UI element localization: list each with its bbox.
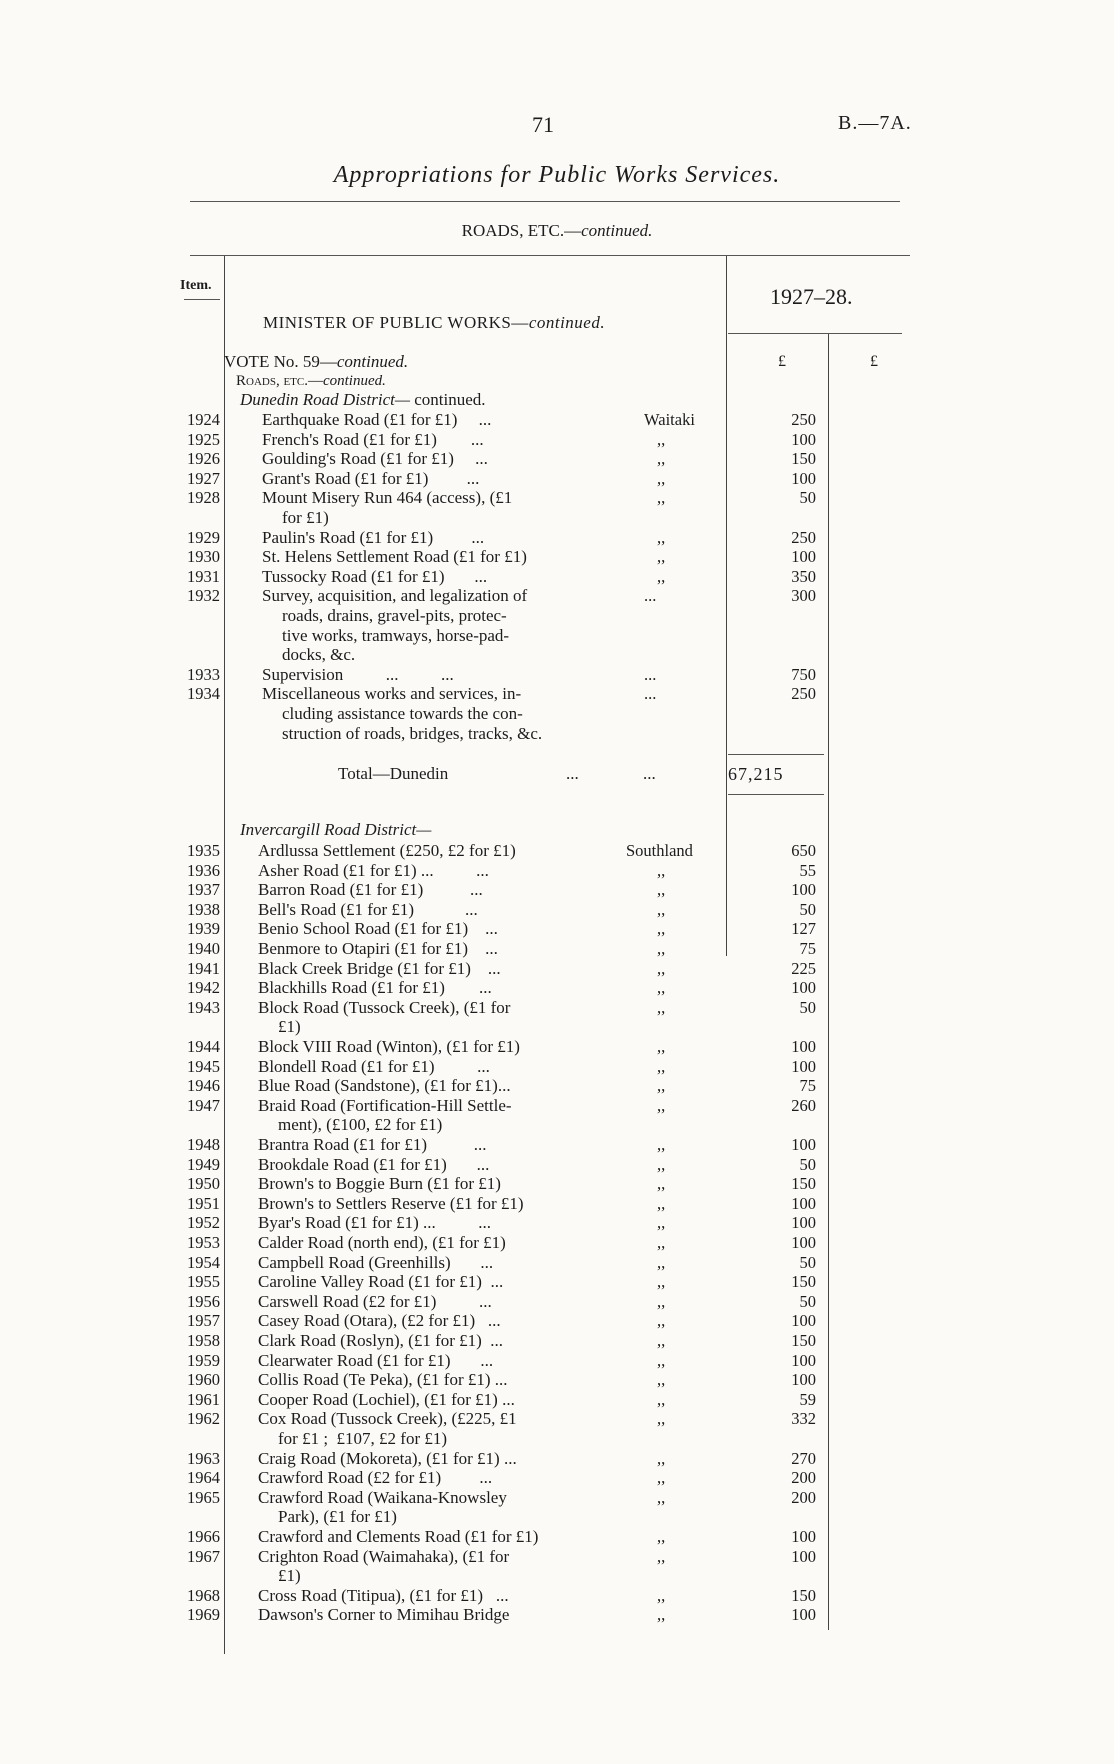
item-description: Block Road (Tussock Creek), (£1 for — [258, 997, 511, 1017]
item-number: 1937 — [187, 880, 220, 900]
amount-value: 100 — [791, 1213, 816, 1233]
year-divider-line-lower — [726, 836, 727, 956]
amount-value: 300 — [791, 586, 816, 606]
item-number: 1946 — [187, 1076, 220, 1096]
item-number: 1950 — [187, 1174, 220, 1194]
item-description: Barron Road (£1 for £1) ... — [258, 880, 483, 900]
total-district-dots: ... — [643, 764, 656, 783]
amount-value: 50 — [799, 1252, 816, 1272]
amount-value: 50 — [799, 488, 816, 508]
road-district: ,, — [657, 566, 666, 586]
item-number: 1951 — [187, 1193, 220, 1213]
amount-value: 55 — [799, 860, 816, 880]
vote-heading — [224, 352, 408, 372]
amount-value: 100 — [791, 1193, 816, 1213]
section-subtitle — [0, 221, 1114, 241]
item-number: 1947 — [187, 1095, 220, 1115]
amount-value: 200 — [791, 1487, 816, 1507]
road-district: ,, — [657, 899, 666, 919]
pound-symbol-1: £ — [778, 353, 786, 370]
road-district: ,, — [657, 1389, 666, 1409]
item-number: 1932 — [187, 586, 220, 606]
year-column-header: 1927–28. — [770, 284, 853, 309]
item-description: docks, &c. — [282, 645, 356, 665]
dunedin-heading-italic: Dunedin Road District— — [240, 390, 410, 409]
road-district: ,, — [657, 880, 666, 900]
item-description: Benmore to Otapiri (£1 for £1) ... — [258, 939, 498, 958]
total-bottom-rule — [728, 794, 824, 795]
road-district: ,, — [657, 978, 666, 998]
amount-value: 260 — [791, 1095, 816, 1115]
road-district: ,, — [657, 468, 666, 488]
amount-value: 100 — [791, 1605, 816, 1625]
item-number: 1949 — [187, 1154, 220, 1174]
amount-value: 100 — [791, 880, 816, 900]
item-number: 1965 — [187, 1487, 220, 1507]
roads-italic: continued. — [322, 373, 386, 389]
item-number: 1967 — [187, 1546, 220, 1566]
vote-italic: continued. — [336, 352, 409, 371]
amount-value: 250 — [791, 410, 816, 429]
minister-heading — [263, 313, 605, 333]
item-number: 1928 — [187, 488, 220, 508]
minister-main: MINISTER OF PUBLIC WORKS— — [263, 313, 529, 332]
item-number: 1931 — [187, 566, 220, 586]
item-divider-line — [224, 256, 225, 1654]
road-district: ,, — [657, 488, 666, 508]
amount-value: 75 — [799, 939, 816, 958]
road-district: ,, — [657, 997, 666, 1017]
item-number: 1945 — [187, 1056, 220, 1076]
item-description: Brookdale Road (£1 for £1) ... — [258, 1154, 490, 1174]
item-description: for £1) — [282, 508, 329, 527]
amount-value: 100 — [791, 429, 816, 449]
roads-main: Roads, etc.— — [236, 373, 323, 389]
amount-value: 100 — [791, 1056, 816, 1076]
item-description: Miscellaneous works and services, in- — [262, 684, 522, 704]
invercargill-district-heading: Invercargill Road District— — [240, 820, 432, 839]
amount-value: 225 — [791, 958, 816, 978]
road-district: ,, — [657, 1468, 666, 1488]
road-district: ... — [644, 664, 657, 684]
item-description: Survey, acquisition, and legalization of — [262, 586, 528, 606]
item-description: Clark Road (Roslyn), (£1 for £1) ... — [258, 1331, 504, 1350]
amount-value: 150 — [791, 1272, 816, 1292]
amount-value: 270 — [791, 1448, 816, 1468]
item-description: Tussocky Road (£1 for £1) ... — [262, 566, 488, 586]
item-description: Asher Road (£1 for £1) ... ... — [258, 860, 489, 880]
item-description: Blue Road (Sandstone), (£1 for £1)... — [258, 1076, 511, 1096]
road-district: ,, — [657, 1350, 666, 1370]
road-district: ,, — [657, 1095, 666, 1115]
amount-value: 100 — [791, 1350, 816, 1370]
amount-value: 150 — [791, 449, 816, 469]
item-description: Caroline Valley Road (£1 for £1) ... — [258, 1272, 504, 1292]
item-number: 1958 — [187, 1331, 220, 1350]
road-district: ,, — [657, 1448, 666, 1468]
amount-value: 100 — [791, 1546, 816, 1566]
road-district: ,, — [657, 1233, 666, 1252]
item-description: Benio School Road (£1 for £1) ... — [258, 919, 498, 939]
total-leader-dots: ... — [566, 764, 579, 783]
amount-value: 127 — [791, 919, 816, 939]
item-description: Campbell Road (Greenhills) ... — [258, 1252, 494, 1272]
item-number: 1934 — [187, 684, 220, 704]
item-number: 1957 — [187, 1311, 220, 1331]
item-number: 1929 — [187, 527, 220, 547]
road-district: ,, — [657, 1311, 666, 1331]
amount-value: 50 — [799, 1291, 816, 1311]
road-district: ,, — [657, 1409, 666, 1429]
road-district: ,, — [657, 1037, 666, 1056]
road-district: ,, — [657, 1056, 666, 1076]
page-number: 71 — [532, 112, 554, 137]
item-description: Brown's to Boggie Burn (£1 for £1) — [258, 1174, 501, 1194]
pound-divider-line — [828, 334, 829, 1630]
dunedin-district-heading — [240, 390, 486, 410]
amount-value: 100 — [791, 547, 816, 567]
item-description: Mount Misery Run 464 (access), (£1 — [262, 488, 513, 508]
item-description: Crawford Road (Waikana-Knowsley — [258, 1487, 507, 1507]
road-district: ,, — [657, 449, 666, 469]
road-district: ,, — [657, 1154, 666, 1174]
road-district: Waitaki — [644, 410, 695, 429]
item-description: Goulding's Road (£1 for £1) ... — [262, 449, 488, 469]
road-district: ... — [644, 684, 657, 704]
item-number: 1961 — [187, 1389, 220, 1409]
amount-value: 200 — [791, 1468, 816, 1488]
item-number: 1924 — [187, 410, 220, 429]
amount-value: 150 — [791, 1331, 816, 1350]
total-amount: 67,215 — [728, 764, 784, 784]
roads-heading — [236, 371, 386, 391]
amount-value: 100 — [791, 1037, 816, 1056]
minister-italic: continued. — [528, 313, 606, 332]
item-description: £1) — [278, 1017, 301, 1037]
item-description: Dawson's Corner to Mimihau Bridge — [258, 1605, 510, 1625]
item-number: 1925 — [187, 429, 220, 449]
item-number: 1939 — [187, 919, 220, 939]
item-description: Brown's to Settlers Reserve (£1 for £1) — [258, 1193, 524, 1213]
item-number: 1962 — [187, 1409, 220, 1429]
item-header-underline — [184, 299, 220, 300]
road-district: ,, — [657, 547, 666, 567]
road-district: ,, — [657, 919, 666, 939]
amount-value: 100 — [791, 1370, 816, 1390]
item-description: Crawford Road (£2 for £1) ... — [258, 1468, 493, 1488]
item-description: £1) — [278, 1566, 301, 1586]
amount-value: 100 — [791, 1135, 816, 1154]
road-district: ,, — [657, 1331, 666, 1350]
item-description: Cooper Road (Lochiel), (£1 for £1) ... — [258, 1389, 515, 1409]
item-description: for £1 ; £107, £2 for £1) — [278, 1429, 448, 1448]
amount-value: 100 — [791, 1311, 816, 1331]
item-number: 1926 — [187, 449, 220, 469]
road-district: ,, — [657, 1527, 666, 1546]
road-district: ,, — [657, 1585, 666, 1605]
road-district: ,, — [657, 527, 666, 547]
amount-value: 350 — [791, 566, 816, 586]
item-number: 1960 — [187, 1370, 220, 1390]
item-description: Crighton Road (Waimahaka), (£1 for — [258, 1546, 510, 1566]
subtitle-main: ROADS, ETC.— — [461, 221, 582, 240]
item-description: Blondell Road (£1 for £1) ... — [258, 1056, 490, 1076]
item-number: 1938 — [187, 899, 220, 919]
item-description: Casey Road (Otara), (£2 for £1) ... — [258, 1311, 501, 1331]
page-title: Appropriations for Public Works Services. — [333, 162, 781, 188]
road-district: ,, — [657, 1213, 666, 1233]
road-district: ,, — [657, 1193, 666, 1213]
pound-symbol-2: £ — [870, 353, 878, 370]
item-number: 1936 — [187, 860, 220, 880]
item-column-header: Item. — [180, 278, 212, 293]
item-number: 1956 — [187, 1291, 220, 1311]
item-description: Supervision ... ... — [262, 664, 454, 684]
subtitle-italic: continued. — [581, 221, 653, 240]
road-district: Southland — [626, 841, 693, 860]
item-number: 1935 — [187, 841, 220, 860]
item-description: Bell's Road (£1 for £1) ... — [258, 899, 478, 919]
item-description: Carswell Road (£2 for £1) ... — [258, 1291, 492, 1311]
amount-value: 150 — [791, 1174, 816, 1194]
item-description: Clearwater Road (£1 for £1) ... — [258, 1350, 494, 1370]
road-district: ,, — [657, 429, 666, 449]
road-district: ,, — [657, 1076, 666, 1096]
item-number: 1955 — [187, 1272, 220, 1292]
total-top-rule — [728, 754, 824, 755]
item-description: Byar's Road (£1 for £1) ... ... — [258, 1213, 492, 1233]
item-description: Craig Road (Mokoreta), (£1 for £1) ... — [258, 1448, 517, 1468]
road-district: ... — [644, 586, 657, 606]
item-description: Cox Road (Tussock Creek), (£225, £1 — [258, 1409, 517, 1429]
road-district: ,, — [657, 1174, 666, 1194]
item-number: 1933 — [187, 664, 220, 684]
amount-value: 150 — [791, 1585, 816, 1605]
item-description: Block VIII Road (Winton), (£1 for £1) — [258, 1037, 520, 1056]
item-number: 1927 — [187, 468, 220, 488]
item-description: ment), (£100, £2 for £1) — [278, 1115, 443, 1135]
item-number: 1942 — [187, 978, 220, 998]
item-description: Braid Road (Fortification-Hill Settle- — [258, 1095, 512, 1115]
item-number: 1966 — [187, 1527, 220, 1546]
item-number: 1959 — [187, 1350, 220, 1370]
road-district: ,, — [657, 1487, 666, 1507]
item-number: 1954 — [187, 1252, 220, 1272]
item-number: 1969 — [187, 1605, 220, 1625]
item-description: Calder Road (north end), (£1 for £1) — [258, 1233, 506, 1252]
item-number: 1940 — [187, 939, 220, 958]
year-divider-line — [726, 256, 727, 836]
item-description: Ardlussa Settlement (£250, £2 for £1) — [258, 841, 516, 860]
item-description: tive works, tramways, horse-pad- — [282, 625, 510, 645]
item-description: Park), (£1 for £1) — [278, 1507, 397, 1527]
item-description: cluding assistance towards the con- — [282, 704, 523, 723]
amount-value: 50 — [799, 997, 816, 1017]
amount-value: 50 — [799, 1154, 816, 1174]
item-description: Collis Road (Te Peka), (£1 for £1) ... — [258, 1370, 508, 1390]
amount-value: 50 — [799, 899, 816, 919]
amount-value: 650 — [791, 841, 816, 860]
amount-value: 75 — [799, 1076, 816, 1096]
item-description: Earthquake Road (£1 for £1) ... — [262, 410, 492, 429]
road-district: ,, — [657, 1252, 666, 1272]
road-district: ,, — [657, 1272, 666, 1292]
amount-value: 100 — [791, 1233, 816, 1252]
amount-value: 250 — [791, 684, 816, 704]
amount-value: 59 — [799, 1389, 816, 1409]
item-number: 1952 — [187, 1213, 220, 1233]
item-description: Blackhills Road (£1 for £1) ... — [258, 978, 492, 998]
item-description: Grant's Road (£1 for £1) ... — [262, 468, 480, 488]
year-header-underline — [728, 333, 902, 334]
dunedin-heading-tail: continued. — [410, 390, 486, 409]
amount-value: 100 — [791, 468, 816, 488]
item-number: 1944 — [187, 1037, 220, 1056]
item-number: 1963 — [187, 1448, 220, 1468]
item-description: Paulin's Road (£1 for £1) ... — [262, 527, 485, 547]
road-district: ,, — [657, 958, 666, 978]
amount-value: 100 — [791, 978, 816, 998]
item-number: 1964 — [187, 1468, 220, 1488]
item-description: struction of roads, bridges, tracks, &c. — [282, 723, 543, 743]
item-number: 1943 — [187, 997, 220, 1017]
item-number: 1948 — [187, 1135, 220, 1154]
road-district: ,, — [657, 939, 666, 958]
road-district: ,, — [657, 1605, 666, 1625]
road-district: ,, — [657, 1291, 666, 1311]
item-description: roads, drains, gravel-pits, protec- — [282, 606, 507, 625]
vote-main: VOTE No. 59— — [224, 352, 337, 371]
road-district: ,, — [657, 1135, 666, 1154]
road-district: ,, — [657, 860, 666, 880]
road-district: ,, — [657, 1546, 666, 1566]
item-description: Black Creek Bridge (£1 for £1) ... — [258, 958, 501, 978]
item-description: Crawford and Clements Road (£1 for £1) — [258, 1527, 539, 1546]
amount-value: 250 — [791, 527, 816, 547]
item-description: Brantra Road (£1 for £1) ... — [258, 1135, 487, 1154]
amount-value: 100 — [791, 1527, 816, 1546]
road-district: ,, — [657, 1370, 666, 1390]
amount-value: 750 — [791, 664, 816, 684]
table-top-rule — [190, 255, 910, 256]
total-label: Total—Dunedin — [338, 764, 449, 783]
amount-value: 332 — [791, 1409, 816, 1429]
item-description: St. Helens Settlement Road (£1 for £1) — [262, 547, 527, 567]
item-number: 1930 — [187, 547, 220, 567]
item-number: 1968 — [187, 1585, 220, 1605]
title-rule — [190, 201, 900, 202]
item-number: 1953 — [187, 1233, 220, 1252]
item-description: French's Road (£1 for £1) ... — [262, 429, 484, 449]
item-description: Cross Road (Titipua), (£1 for £1) ... — [258, 1585, 509, 1605]
item-number: 1941 — [187, 958, 220, 978]
document-reference: B.—7A. — [838, 112, 912, 134]
